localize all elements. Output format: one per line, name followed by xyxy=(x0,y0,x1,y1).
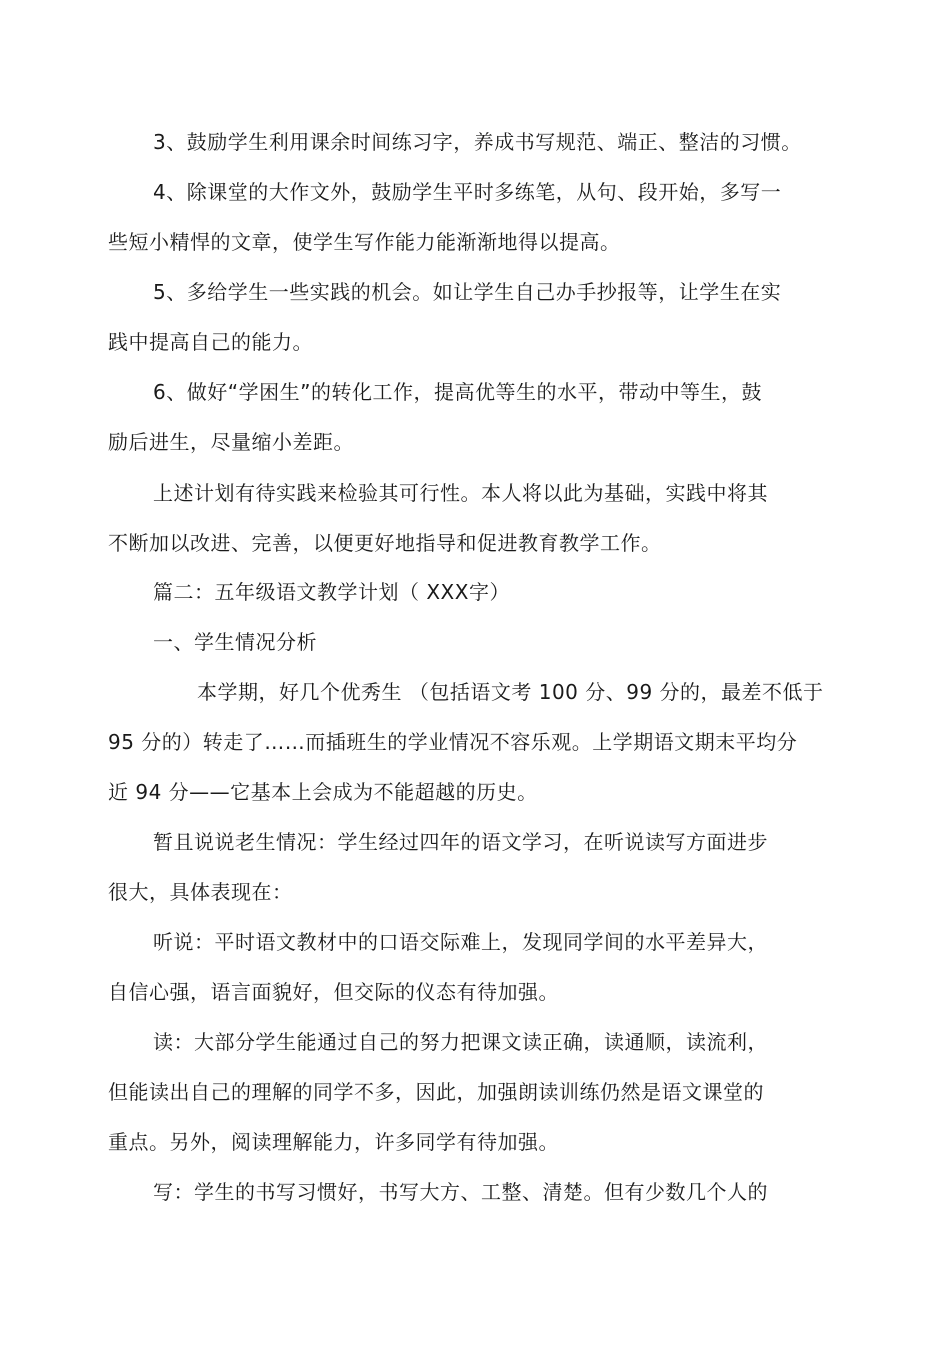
paragraph-line: 但能读出自己的理解的同学不多，因此，加强朗读训练仍然是语文课堂的 xyxy=(108,1080,764,1104)
paragraph-line: 不断加以改进、完善，以便更好地指导和促进教育教学工作。 xyxy=(108,531,662,555)
paragraph-line: 励后进生，尽量缩小差距。 xyxy=(108,430,354,454)
section-heading: 篇二：五年级语文教学计划（ XXX字） xyxy=(153,580,510,604)
paragraph-line: 4、除课堂的大作文外，鼓励学生平时多练笔，从句、段开始，多写一 xyxy=(153,180,782,204)
paragraph-line: 读：大部分学生能通过自己的努力把课文读正确，读通顺，读流利， xyxy=(153,1030,768,1054)
paragraph-line: 3、鼓励学生利用课余时间练习字，养成书写规范、端正、整洁的习惯。 xyxy=(153,130,802,154)
subsection-heading: 一、学生情况分析 xyxy=(153,630,317,654)
paragraph-line: 重点。另外，阅读理解能力，许多同学有待加强。 xyxy=(108,1130,559,1154)
paragraph-line: 上述计划有待实践来检验其可行性。本人将以此为基础，实践中将其 xyxy=(153,481,768,505)
paragraph-line: 暂且说说老生情况：学生经过四年的语文学习，在听说读写方面进步 xyxy=(153,830,768,854)
paragraph-line: 6、做好“学困生”的转化工作，提高优等生的水平，带动中等生，鼓 xyxy=(153,380,762,404)
paragraph-line: 近 94 分——它基本上会成为不能超越的历史。 xyxy=(108,780,538,804)
paragraph-line: 践中提高自己的能力。 xyxy=(108,330,313,354)
paragraph-line: 些短小精悍的文章，使学生写作能力能渐渐地得以提高。 xyxy=(108,230,621,254)
paragraph-line: 自信心强，语言面貌好，但交际的仪态有待加强。 xyxy=(108,980,559,1004)
paragraph-line: 写：学生的书写习惯好，书写大方、工整、清楚。但有少数几个人的 xyxy=(153,1180,768,1204)
paragraph-line: 95 分的）转走了……而插班生的学业情况不容乐观。上学期语文期末平均分 xyxy=(108,730,798,754)
paragraph-line: 本学期，好几个优秀生 （包括语文考 100 分、99 分的，最差不低于 xyxy=(197,680,824,704)
paragraph-line: 听说：平时语文教材中的口语交际难上，发现同学间的水平差异大， xyxy=(153,930,768,954)
paragraph-line: 5、多给学生一些实践的机会。如让学生自己办手抄报等，让学生在实 xyxy=(153,280,782,304)
paragraph-line: 很大，具体表现在： xyxy=(108,880,293,904)
